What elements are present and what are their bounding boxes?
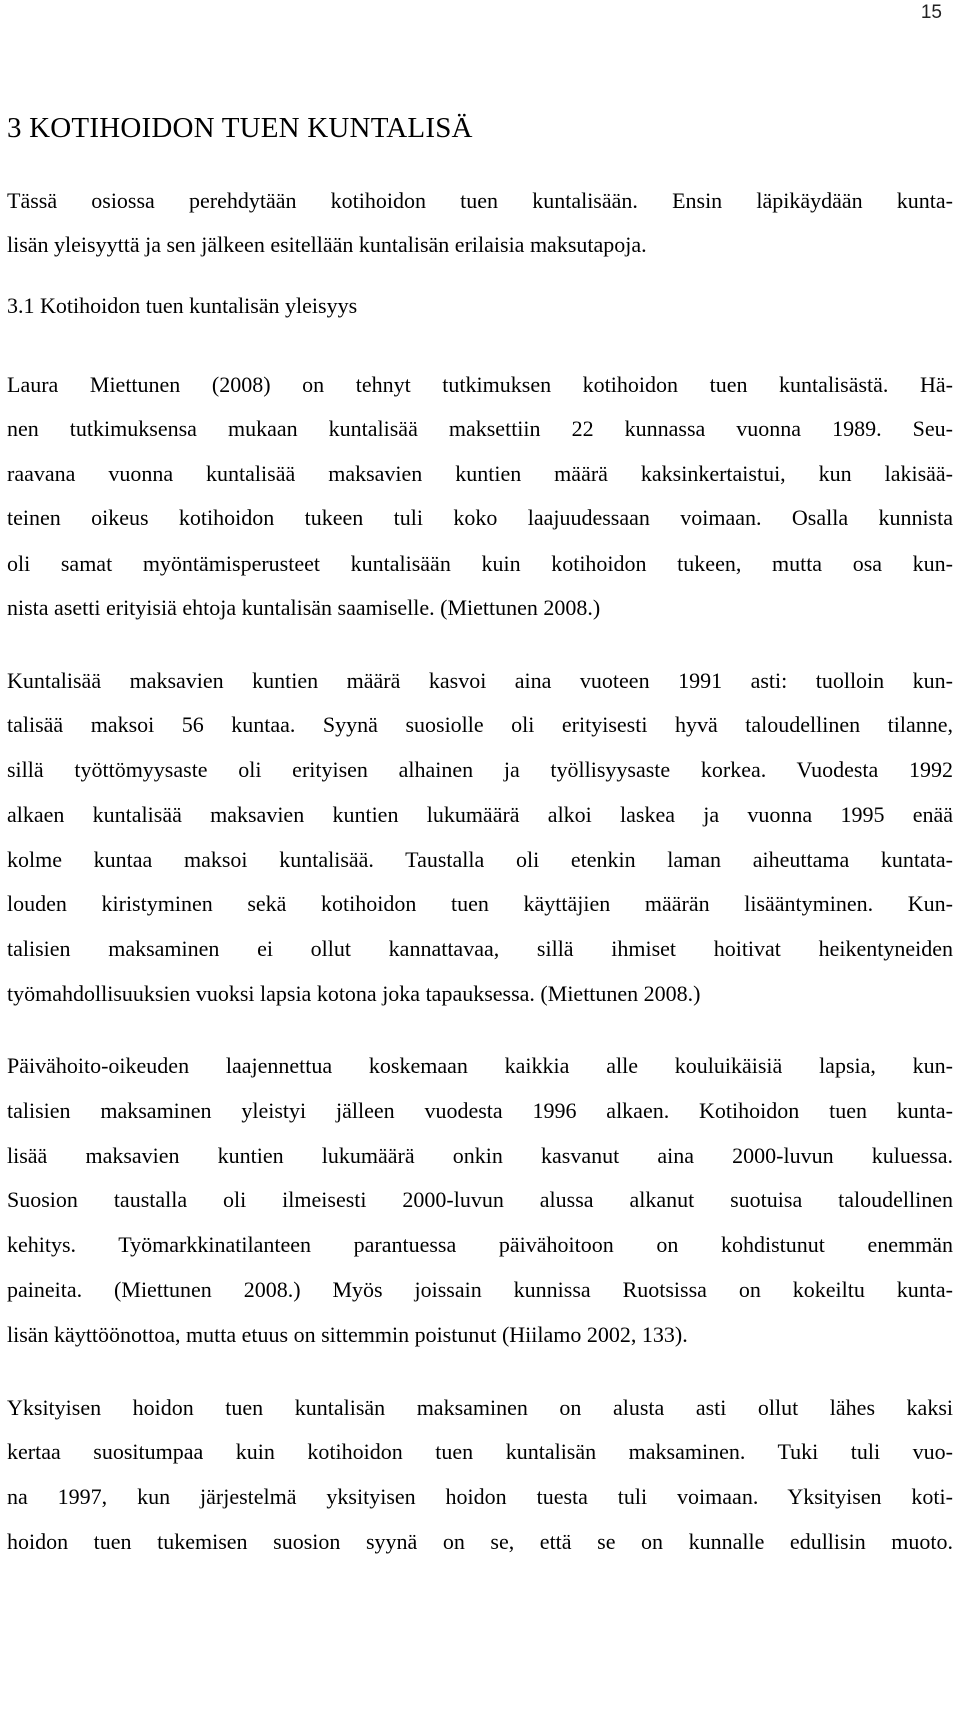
text-line: lisää maksavien kuntien lukumäärä onkin kasvanut aina 2000-luvun kuluessa. [7,1143,953,1168]
text-line: paineita. (Miettunen 2008.) Myös joissain kunnissa Ruotsissa on kokeiltu kunta- [7,1277,953,1302]
text-line: nista asetti erityisiä ehtoja kuntalisän saamiselle. (Miettunen 2008.) [7,595,601,620]
text-line: talisien maksaminen yleistyi jälleen vuodesta 1996 alkaen. Kotihoidon tuen kunta- [7,1098,953,1123]
text-line: Suosion taustalla oli ilmeisesti 2000-luvun alussa alkanut suotuisa taloudellinen [7,1187,953,1212]
text-line: kolme kuntaa maksoi kuntalisää. Taustalla oli etenkin laman aiheuttama kuntata- [7,847,953,872]
text-line: Päivähoito-oikeuden laajennettua koskemaan kaikkia alle kouluikäisiä lapsia, kun- [7,1053,953,1078]
text-line: Kuntalisää maksavien kuntien määrä kasvoi aina vuoteen 1991 asti: tuolloin kun- [7,668,953,693]
text-line: lisän yleisyyttä ja sen jälkeen esitellään kuntalisän erilaisia maksutapoja. [7,232,647,257]
chapter-heading: 3 KOTIHOIDON TUEN KUNTALISÄ [7,112,473,144]
section-heading: 3.1 Kotihoidon tuen kuntalisän yleisyys [7,293,358,318]
text-line: alkaen kuntalisää maksavien kuntien lukumäärä alkoi laskea ja vuonna 1995 enää [7,802,953,827]
text-line: lisän käyttöönottoa, mutta etuus on sittemmin poistunut (Hiilamo 2002, 133). [7,1322,688,1347]
text-line: hoidon tuen tukemisen suosion syynä on se, että se on kunnalle edullisin muoto. [7,1529,953,1554]
text-line: Laura Miettunen (2008) on tehnyt tutkimuksen kotihoidon tuen kuntalisästä. Hä- [7,372,953,397]
text-line: työmahdollisuuksien vuoksi lapsia kotona joka tapauksessa. (Miettunen 2008.) [7,981,701,1006]
text-line: na 1997, kun järjestelmä yksityisen hoidon tuesta tuli voimaan. Yksityisen koti- [7,1484,953,1509]
text-line: sillä työttömyysaste oli erityisen alhainen ja työllisyysaste korkea. Vuodesta 1992 [7,757,953,782]
text-line: teinen oikeus kotihoidon tukeen tuli koko laajuudessaan voimaan. Osalla kunnista [7,505,953,530]
text-line: kehitys. Työmarkkinatilanteen parantuessa päivähoitoon on kohdistunut enemmän [7,1232,953,1257]
text-line: raavana vuonna kuntalisää maksavien kuntien määrä kaksinkertaistui, kun lakisää- [7,461,953,486]
text-line: louden kiristyminen sekä kotihoidon tuen käyttäjien määrän lisääntyminen. Kun- [7,891,953,916]
page-number: 15 [920,2,942,23]
text-line: Tässä osiossa perehdytään kotihoidon tuen kuntalisään. Ensin läpikäydään kunta- [7,188,953,213]
text-line: Yksityisen hoidon tuen kuntalisän maksaminen on alusta asti ollut lähes kaksi [7,1395,953,1420]
text-line: talisien maksaminen ei ollut kannattavaa, sillä ihmiset hoitivat heikentyneiden [7,936,953,961]
text-line: oli samat myöntämisperusteet kuntalisään kuin kotihoidon tukeen, mutta osa kun- [7,551,953,576]
text-line: nen tutkimuksensa mukaan kuntalisää maksettiin 22 kunnassa vuonna 1989. Seu- [7,416,953,441]
text-line: kertaa suositumpaa kuin kotihoidon tuen kuntalisän maksaminen. Tuki tuli vuo- [7,1439,953,1464]
text-line: talisää maksoi 56 kuntaa. Syynä suosiolle oli erityisesti hyvä taloudellinen tilanne, [7,712,953,737]
